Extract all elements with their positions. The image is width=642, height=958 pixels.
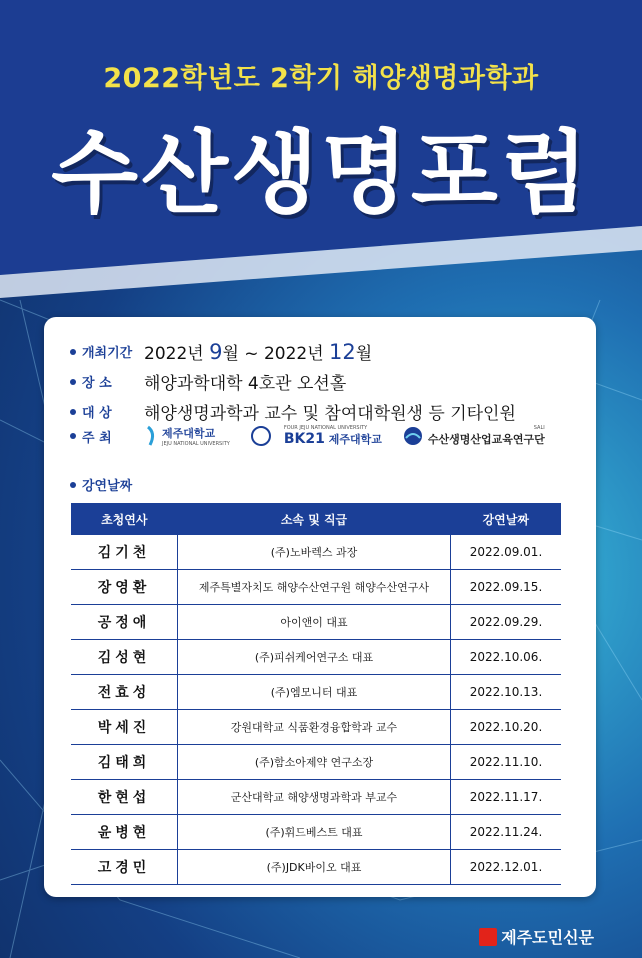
- place-label: 장 소: [82, 376, 112, 391]
- col-header-speaker: 초청연사: [71, 503, 178, 535]
- lecture-date: 2022.10.13.: [451, 675, 562, 710]
- lecture-date: 2022.09.15.: [451, 570, 562, 605]
- info-host: [70, 425, 545, 447]
- speaker-name: 김태희: [71, 745, 178, 780]
- lecture-date: 2022.09.29.: [451, 605, 562, 640]
- logo-bk21: FOUR JEJU NATIONAL UNIVERSITY BK21 제주대학교: [250, 425, 382, 447]
- host-logos: [144, 425, 545, 447]
- host-label: 주 최: [82, 430, 112, 446]
- bullet-icon: [70, 349, 76, 355]
- period-label: 개최기간: [82, 346, 133, 361]
- table-row: [71, 640, 561, 675]
- table-row: [71, 570, 561, 605]
- col-header-date: 강연날짜: [451, 503, 562, 535]
- speaker-affiliation: (주)휘드베스트 대표: [178, 815, 451, 850]
- subtitle: 2022학년도 2학기 해양생명과학과: [103, 63, 539, 94]
- speaker-affiliation: (주)피쉬케어연구소 대표: [178, 640, 451, 675]
- lecture-date: 2022.12.01.: [451, 850, 562, 885]
- info-card: [44, 317, 596, 897]
- speaker-affiliation: (주)노바렉스 과장: [178, 535, 451, 570]
- speaker-affiliation: 제주특별자치도 해양수산연구원 해양수산연구사: [178, 570, 451, 605]
- lecture-date: 2022.11.17.: [451, 780, 562, 815]
- brand-name: 제주도민신문: [501, 928, 594, 947]
- brand-logo-icon: [479, 928, 497, 946]
- info-target: [70, 399, 516, 424]
- bk21-emblem-icon: [250, 425, 280, 447]
- speaker-name: 박세진: [71, 710, 178, 745]
- page-title: 수산생명포럼: [51, 121, 591, 226]
- speaker-name: 전효성: [71, 675, 178, 710]
- lecture-date: 2022.10.20.: [451, 710, 562, 745]
- speaker-affiliation: (주)JDK바이오 대표: [178, 850, 451, 885]
- info-period: [70, 339, 372, 364]
- speaker-name: 한현섭: [71, 780, 178, 815]
- jeju-university-emblem-icon: [144, 425, 158, 447]
- place-value: 해양과학대학 4호관 오션홀: [144, 374, 347, 394]
- newspaper-brand: [479, 925, 594, 948]
- table-row: [71, 535, 561, 570]
- speaker-name: 고경민: [71, 850, 178, 885]
- bullet-icon: [70, 379, 76, 385]
- sali-emblem-icon: [402, 425, 424, 447]
- lecture-date-heading: 강연날짜: [70, 475, 144, 494]
- lecture-date: 2022.11.24.: [451, 815, 562, 850]
- speaker-name: 윤병현: [71, 815, 178, 850]
- speaker-affiliation: (주)엠모니터 대표: [178, 675, 451, 710]
- table-row: [71, 605, 561, 640]
- logo-sali: SALI 수산생명산업교육연구단: [402, 425, 545, 447]
- speaker-affiliation: 강원대학교 식품환경융합학과 교수: [178, 710, 451, 745]
- table-row: [71, 710, 561, 745]
- table-header-row: [71, 503, 561, 535]
- info-place: [70, 369, 346, 394]
- table-row: [71, 675, 561, 710]
- period-value: 2022년 9월 ~ 2022년 12월: [144, 340, 373, 364]
- speaker-affiliation: 군산대학교 해양생명과학과 부교수: [178, 780, 451, 815]
- speaker-name: 장영환: [71, 570, 178, 605]
- bullet-icon: [70, 482, 76, 488]
- target-label: 대 상: [82, 406, 112, 421]
- lecture-date: 2022.09.01.: [451, 535, 562, 570]
- speaker-name: 공정애: [71, 605, 178, 640]
- logo-jeju-university: 제주대학교 JEJU NATIONAL UNIVERSITY: [144, 425, 230, 447]
- bullet-icon: [70, 409, 76, 415]
- table-row: [71, 745, 561, 780]
- speaker-name: 김기천: [71, 535, 178, 570]
- speaker-table: [71, 503, 561, 885]
- lecture-date: 2022.11.10.: [451, 745, 562, 780]
- bullet-icon: [70, 433, 76, 439]
- speaker-affiliation: (주)함소아제약 연구소장: [178, 745, 451, 780]
- col-header-affiliation: 소속 및 직급: [178, 503, 451, 535]
- speaker-affiliation: 아이앤이 대표: [178, 605, 451, 640]
- speaker-name: 김성현: [71, 640, 178, 675]
- table-row: [71, 850, 561, 885]
- lecture-date: 2022.10.06.: [451, 640, 562, 675]
- table-row: [71, 780, 561, 815]
- target-value: 해양생명과학과 교수 및 참여대학원생 등 기타인원: [144, 404, 516, 424]
- table-row: [71, 815, 561, 850]
